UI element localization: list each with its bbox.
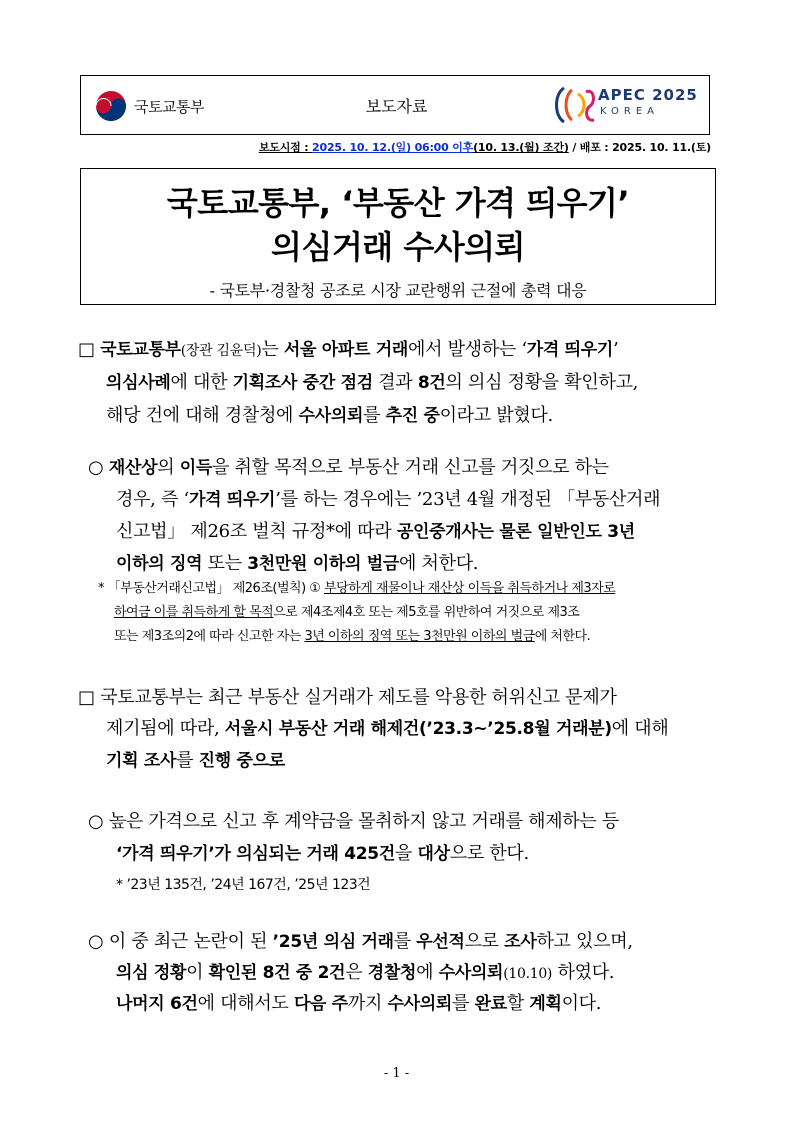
text-bold: 수사의뢰 (387, 994, 453, 1014)
footnote-1-line-3 (114, 625, 590, 648)
sub-3-line-3 (116, 988, 601, 1020)
footnote-text: 에 처한다. (534, 629, 591, 644)
apec-subtitle: KOREA (600, 106, 659, 117)
sub-2-line-1 (88, 806, 619, 838)
text-bold: 다음 주 (293, 994, 348, 1014)
text: 을 취할 목적으로 부동산 거래 신고를 거짓으로 하는 (211, 457, 609, 478)
text: 하였다. (552, 962, 615, 983)
section-1-line-2 (106, 367, 638, 399)
text: 를 (393, 931, 417, 952)
text-bold: 서울 아파트 거래 (283, 340, 408, 360)
text: 를 (176, 750, 199, 771)
text: 은 (345, 962, 368, 983)
footnote-1-line-1 (98, 577, 615, 600)
text: 결과 (372, 372, 418, 393)
text: 해당 건에 대해 경찰청에 (106, 405, 299, 426)
text-bold: 공인중개사는 물론 일반인도 3년 (396, 522, 635, 542)
text: 이 중 최근 논란이 된 (108, 931, 273, 952)
footnote-1-line-2 (114, 601, 579, 624)
sub-1-line-2 (116, 484, 660, 516)
text: 이 (186, 962, 209, 983)
circle-bullet: ○ (88, 811, 104, 832)
text: 는 (261, 339, 284, 360)
sub-3-line-1 (88, 926, 633, 958)
text-bold: 기획조사 중간 점검 (232, 373, 373, 393)
text: 경우, 즉 ‘ (116, 489, 189, 510)
distribution-date: / 배포 : 2025. 10. 11.(토) (568, 141, 711, 154)
section-2-line-3 (106, 745, 285, 777)
text: 이라고 밝혔다. (439, 405, 553, 426)
sub-2-note: * ’23년 135건, ’24년 167건, ’25년 123건 (116, 877, 371, 893)
text: 에 대해 (611, 718, 669, 739)
footnote-text: * 「부동산거래신고법」 제26조(벌칙) ① (98, 581, 325, 596)
text: 에 대해서도 (197, 993, 294, 1014)
text: 신고법」 제26조 벌칙 규정*에 따라 (116, 521, 397, 542)
circle-bullet: ○ (88, 457, 104, 478)
text-bold: 추진 중 (385, 406, 440, 426)
text: 까지 (347, 993, 388, 1014)
text-bold: 기획 조사 (106, 751, 177, 771)
footnote-text: 또는 제3조의2에 따라 신고한 자는 (114, 629, 305, 644)
text-bold: ’25년 의심 거래 (272, 932, 394, 952)
embargo-date: 2025. 10. 12.(일) 06:00 이후 (312, 141, 474, 154)
text-bold: 확인된 8건 중 2건 (208, 963, 346, 983)
text-bold: 수사의뢰 (438, 963, 504, 983)
text: 제기됨에 따라, (106, 718, 225, 739)
text-bold: 가격 띄우기 (188, 490, 276, 510)
section-2-line-1 (78, 682, 617, 714)
text: (10.10) (503, 966, 553, 982)
sub-1-line-1 (88, 452, 609, 484)
square-bullet: □ (78, 339, 95, 360)
subtitle: - 국토부·경찰청 공조로 시장 교란행위 근절에 총력 대응 (209, 281, 587, 300)
text-bold: 진행 중으로 (198, 751, 285, 771)
text: 의 의심 정황을 확인하고, (445, 372, 639, 393)
text-bold: 서울시 부동산 거래 해제건(’23.3~’25.8월 거래분) (224, 719, 612, 739)
circle-bullet: ○ (88, 931, 104, 952)
text-bold: ‘가격 띄우기’가 의심되는 거래 425건 (116, 844, 395, 864)
embargo-line (259, 139, 711, 155)
text: 의 (157, 457, 180, 478)
text: 하고 있으며, (536, 931, 633, 952)
sub-1-line-4 (116, 548, 478, 580)
text-bold: 조사 (504, 932, 537, 952)
release-type: 보도자료 (365, 97, 428, 116)
text: 이다. (561, 993, 602, 1014)
text-bold: 수사의뢰 (298, 406, 364, 426)
text: 할 (506, 993, 530, 1014)
embargo-label: 보도시점 : (258, 141, 313, 154)
text-bold: 대상 (417, 844, 450, 864)
text: ’를 하는 경우에는 ’23년 4월 개정된 「부동산거래 (275, 489, 661, 510)
text: 을 (394, 843, 418, 864)
text-bold: 국토교통부 (100, 340, 181, 360)
sub-1-line-3 (116, 516, 635, 548)
text-bold: 계획 (529, 994, 562, 1014)
section-2-line-2 (106, 713, 668, 745)
text-bold: 우선적 (416, 932, 465, 952)
text: 국토교통부는 최근 부동산 실거래가 제도를 악용한 허위신고 문제가 (100, 687, 617, 708)
footnote-text-underlined: 3년 이하의 징역 또는 3천만원 이하의 벌금 (304, 629, 535, 644)
text-bold: 의심사례 (106, 373, 171, 393)
text: 으로 (464, 931, 505, 952)
text: 를 (363, 405, 386, 426)
text-bold: 재산상 (108, 458, 158, 478)
footnote-text: 으로 제4조제4호 또는 제5호를 위반하여 거짓으로 제3조 (273, 605, 580, 620)
text-bold: 3천만원 이하의 벌금 (247, 554, 400, 574)
text: (장관 김윤덕) (180, 343, 262, 359)
text: 에서 발생하는 ‘ (407, 339, 527, 360)
square-bullet: □ (78, 687, 95, 708)
headline-line-1: 국토교통부, ‘부동산 가격 띄우기’ (166, 184, 630, 222)
text: 높은 가격으로 신고 후 계약금을 몰취하지 않고 거래를 해제하는 등 (108, 811, 619, 832)
page-number: - 1 - (383, 1066, 410, 1081)
sub-3-line-2 (116, 957, 614, 990)
embargo-paper: (10. 13.(월) 조간) (473, 141, 569, 154)
sub-2-line-2 (116, 838, 529, 870)
ministry-name: 국토교통부 (134, 97, 204, 116)
text-bold: 가격 띄우기 (526, 340, 614, 360)
section-1-line-1 (78, 334, 618, 367)
text-bold: 8건 (417, 373, 446, 393)
text-bold: 경찰청 (367, 963, 417, 983)
text: 또는 (202, 553, 248, 574)
text-bold: 이하의 징역 (116, 554, 203, 574)
footnote-text-underlined: 부당하게 재물이나 재산상 이득을 취득하거나 제3자로 (324, 581, 616, 596)
footnote-text-underlined: 하여금 이를 취득하게 할 목적 (114, 605, 274, 620)
text: 를 (452, 993, 475, 1014)
text: ’ (613, 339, 619, 360)
text-bold: 이득 (179, 458, 212, 478)
apec-title: APEC 2025 (598, 86, 698, 104)
headline-line-2: 의심거래 수사의뢰 (271, 228, 525, 266)
text: 에 (416, 962, 439, 983)
section-1-line-3 (106, 400, 553, 432)
text: 에 처한다. (399, 553, 479, 574)
text: 에 대한 (170, 372, 233, 393)
text-bold: 완료 (474, 994, 507, 1014)
text: 으로 한다. (449, 843, 529, 864)
text-bold: 나머지 6건 (116, 994, 198, 1014)
text-bold: 의심 정황 (116, 963, 187, 983)
